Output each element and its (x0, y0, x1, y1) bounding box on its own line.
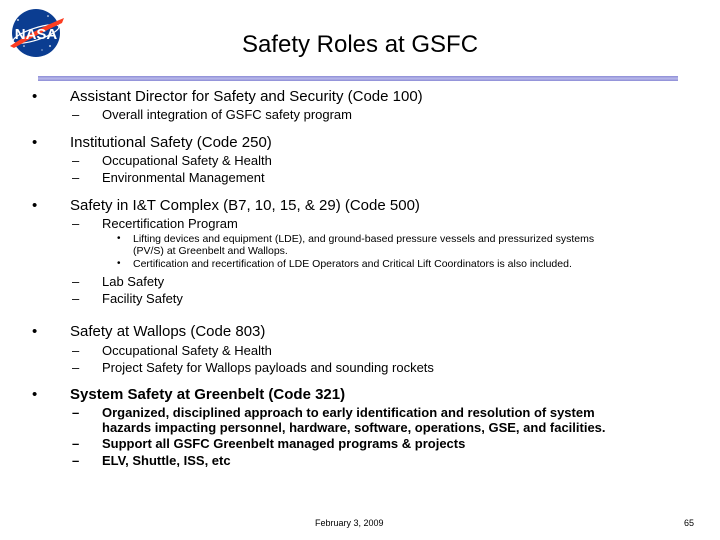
slide-title: Safety Roles at GSFC (241, 31, 479, 58)
sub-bullet-marker: – (72, 291, 80, 306)
bullet-text: System Safety at Greenbelt (Code 321) (70, 386, 346, 403)
title-divider (38, 76, 678, 81)
bullet-text: Safety in I&T Complex (B7, 10, 15, & 29) (Code 500) (70, 197, 420, 214)
sub-bullet-text: Environmental Management (102, 170, 265, 185)
sub-bullet-text: Project Safety for Wallops payloads and sounding rockets (102, 360, 434, 375)
sub-bullet-text: Occupational Safety & Health (102, 153, 272, 168)
sub-bullet-text: Lab Safety (102, 274, 165, 289)
bullet-text: Safety at Wallops (Code 803) (70, 323, 266, 340)
sub-sub-bullet-marker: • (117, 233, 121, 244)
bullet-marker: • (32, 323, 38, 340)
sub-bullet-text: Organized, disciplined approach to early identification and resolution of system (102, 405, 595, 420)
sub-bullet-text: Recertification Program (102, 216, 238, 231)
sub-bullet-text: Occupational Safety & Health (102, 343, 272, 358)
sub-bullet-marker: – (72, 343, 80, 358)
sub-bullet-text: Support all GSFC Greenbelt managed programs & projects (102, 436, 466, 451)
page-number: 65 (683, 518, 694, 528)
bullet-marker: • (32, 197, 38, 214)
sub-sub-bullet-text: Certification and recertification of LDE Operators and Critical Lift Coordinators is also included. (133, 258, 572, 270)
sub-bullet-marker: – (72, 170, 80, 185)
sub-bullet-marker: – (72, 216, 80, 231)
sub-sub-bullet-text-continued: (PV/S) at Greenbelt and Wallops. (133, 245, 288, 257)
sub-bullet-marker: – (72, 107, 80, 122)
sub-bullet-marker: – (72, 405, 80, 420)
bullet-text: Institutional Safety (Code 250) (70, 134, 272, 151)
bullet-marker: • (32, 134, 38, 151)
sub-bullet-text: Facility Safety (102, 291, 183, 306)
sub-bullet-marker: – (72, 274, 80, 289)
sub-bullet-text: ELV, Shuttle, ISS, etc (102, 453, 231, 468)
bullet-marker: • (32, 386, 38, 403)
sub-bullet-marker: – (72, 436, 80, 451)
sub-bullet-marker: – (72, 453, 80, 468)
sub-bullet-marker: – (72, 153, 80, 168)
bullet-marker: • (32, 88, 38, 105)
sub-sub-bullet-text: Lifting devices and equipment (LDE), and ground-based pressure vessels and pressurized systems (133, 233, 595, 245)
sub-sub-bullet-marker: • (117, 258, 121, 269)
bullet-text: Assistant Director for Safety and Security (Code 100) (70, 88, 423, 105)
sub-bullet-text-continued: hazards impacting personnel, hardware, software, operations, GSE, and facilities. (102, 420, 606, 435)
footer-date: February 3, 2009 (315, 518, 384, 528)
sub-bullet-text: Overall integration of GSFC safety program (102, 107, 352, 122)
svg-text:NASA: NASA (14, 26, 58, 43)
sub-bullet-marker: – (72, 360, 80, 375)
